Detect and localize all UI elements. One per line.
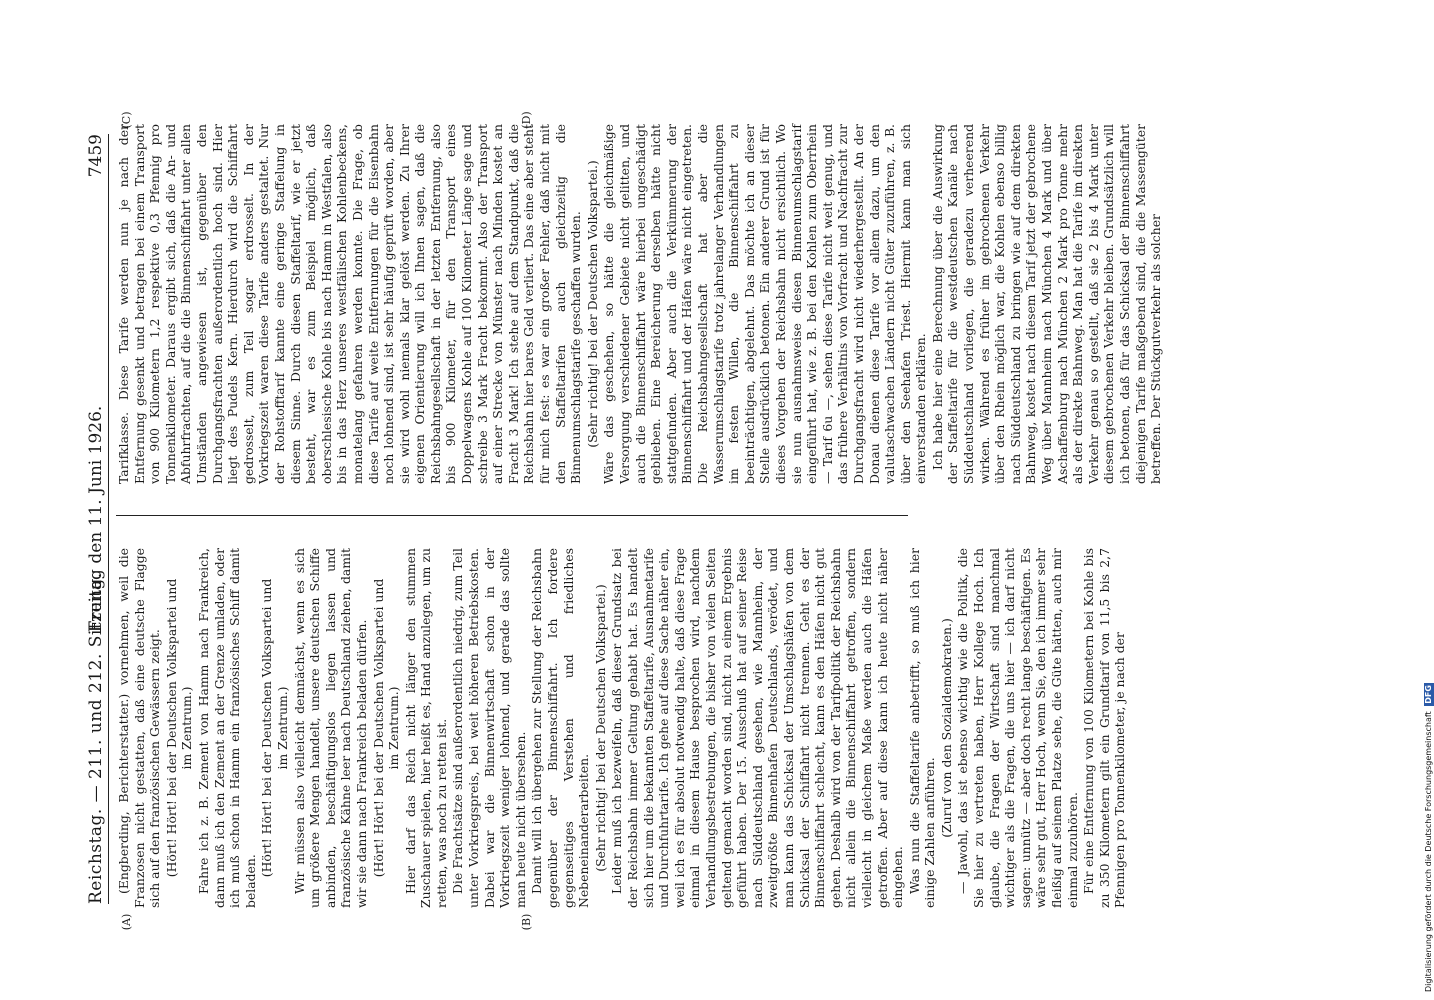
paragraph: Die Frachtsätze sind außerordentlich niedrig, zum Teil unter Vorkriegspreis, bei weit höheren Betriebskosten. Dabei war die Binnenwirtschaft schon in der Vorkriegszeit weniger lohnend, und gerade das sollte man heute nicht übersehen.	[450, 548, 528, 908]
header-left: Reichstag. — 211. und 212. Sitzung.	[86, 572, 106, 904]
interjection: (Sehr richtig! bei der Deutschen Volkspartei.)	[584, 160, 600, 448]
paragraph: Für eine Entfernung von 100 Kilometern bei Kohle bis zu 350 Kilometern gilt ein Grundtarif von 11,5 bis 2,7 Pfennigen pro Tonnenkilometer, je nach der	[1081, 548, 1128, 908]
dfg-logo: DFG	[1424, 685, 1433, 704]
paragraph: Wäre das geschehen, so hätte die gleichmäßige Versorgung verschiedener Gebiete nicht gelitten, und auch die Binnenschiffahrt wäre hierbei ungeschädigt geblieben. Eine Bereicherung derselben hätte nicht stattgefunden. Aber auch die Verkümmerung der Binnenschiffahrt und der Häfen wäre nicht eingetreten. Die Reichsbahngesellschaft hat aber die Wasserumschlagstarife trotz jahrelanger Verhandlungen im festen Willen, die Binnenschiffahrt zu beeinträchtigen, abgelehnt. Das möchte ich an dieser Stelle ausdrücklich betonen. Ein anderer Grund ist für dieses Vorgehen der Reichsbahn nicht ersichtlich. Wo sie nun ausnahmsweise diesen Binnenumschlagstarif eingeführt hat, wie z. B. bei den Kohlen zum Oberrhein — Tarif 6u —, sehen diese Tarife nicht weit genug, und das frühere Verhältnis von Vorfracht und Nachfracht zur Durchgangsfracht wird nicht wiederhergestellt. An der Donau dienen diese Tarife vor allem dazu, um den valutaschwachen Ländern nicht Güter zuzuführen, z. B. über den Seehafen Triest. Hiermit kann man sich einverstanden erklären.	[601, 124, 929, 484]
paragraph: Wir müssen also vielleicht demnächst, wenn es sich um größere Mengen handelt, unsere deutschen Schiffe anbinden, beschäftigungslos liegen lassen und französische Kähne leer nach Deutschland ziehen, damit wir sie dann nach Frankreich beladen dürfen.	[291, 548, 369, 908]
column-rule	[116, 515, 908, 516]
margin-marker-d: (D)	[520, 111, 533, 129]
paragraph: (Engberding, Berichterstatter.) vornehmen, weil die Franzosen nicht gestatten, daß eine deutsche Flagge sich auf den französischen Gewässern zeigt.	[116, 548, 163, 908]
interjection: (Sehr richtig! bei der Deutschen Volkspartei.)	[592, 584, 608, 872]
left-column	[116, 548, 1128, 908]
paragraph: Fahre ich z. B. Zement von Hamm nach Frankreich, dann muß ich den Zement an der Grenze umladen, oder ich muß schon in Hamm ein französisches Schiff damit beladen.	[195, 548, 258, 908]
paragraph: Tarifklasse. Diese Tarife werden nun je nach der Entfernung gesenkt und betragen bei einem Transport von 900 Kilometern 1,2 respektive 0,3 Pfennig pro Tonnenkilometer. Daraus ergibt sich, daß die An- und Abfuhrfrachten, auf die die Binnenschiffahrt unter allen Umständen angewiesen ist, gegenüber den Durchgangsfrachten außerordentlich hoch sind. Hier liegt des Pudels Kern. Hierdurch wird die Schiffahrt gedrosselt, zum Teil sogar erdrosselt. In der Vorkriegszeit waren diese Tarife anders gestaltet. Nur der Rohstofftarif kannte eine geringe Staffelung in diesem Sinne. Durch diesen Staffeltarif, wie er jetzt besteht, war es zum Beispiel möglich, daß oberschlesische Kohle bis nach Hamm in Westfalen, also bis in das Herz unseres westfälischen Kohlenbeckens, monatelang gefahren werden konnte. Die Frage, ob diese Tarife auf weite Entfernungen für die Eisenbahn noch lohnend sind, ist sehr häufig geprüft worden, aber sie wird wohl niemals klar gelöst werden. Zu Ihrer eigenen Orientierung will ich Ihnen sagen, daß die Reichsbahngesellschaft in der letzten Entfernung, also bis 900 Kilometer, für den Transport eines Doppelwagens Kohle auf 100 Kilometer Länge sage und schreibe 3 Mark Fracht bekommt. Also der Transport auf einer Strecke von Münster nach Minden kostet an Fracht 3 Mark! Ich stehe auf dem Standpunkt, daß die Reichsbahn hier bares Geld verliert. Das eine aber steht für mich fest: es war ein großer Fehler, daß nicht mit den Staffeltarifen auch gleichzeitig die Binnenumschlagstarife geschaffen wurden.	[116, 124, 584, 484]
margin-marker-b: (B)	[520, 913, 533, 931]
margin-marker-c: (C)	[120, 111, 133, 129]
margin-marker-a: (A)	[120, 913, 133, 931]
digitization-credit	[1424, 620, 1434, 992]
interjection: (Zuruf von den Sozialdemokraten.)	[938, 618, 954, 838]
paragraph: Was nun die Staffeltarife anbetrifft, so muß ich hier einige Zahlen anführen.	[906, 548, 938, 908]
page-number: 7459	[86, 134, 106, 178]
paragraph: Hier darf das Reich nicht länger den stummen Zuschauer spielen, hier heißt es, Hand anzulegen, um zu retten, was noch zu retten ist.	[402, 548, 449, 908]
interjection: (Hört! Hört! bei der Deutschen Volkspartei und im Zentrum.)	[163, 578, 195, 878]
paragraph: — Jawohl, das ist ebenso wichtig wie die Politik, die Sie hier zu vertreten haben, Herr Kollege Hoch. Ich glaube, die Fragen der Wirtschaft sind manchmal wichtiger als die Fragen, die uns hier — ich darf nicht sagen: unnütz — aber doch recht lange beschäftigen. Es wäre sehr gut, Herr Hoch, wenn Sie, den ich immer sehr fleißig auf seinem Platze sehe, die Güte hätten, auch mir einmal zuzuhören.	[955, 548, 1080, 908]
right-column	[116, 124, 1164, 484]
header-center: Freitag den 11. Juni 1926.	[86, 405, 106, 633]
credit-text: Digitalisierung gefördert durch die Deutsche Forschungsgemeinschaft	[1424, 711, 1433, 992]
paragraph: Damit will ich übergehen zur Stellung der Reichsbahn gegenüber der Binnenschiffahrt. Ich fordere gegenseitiges Verstehen und friedliches Nebeneinanderarbeiten.	[529, 548, 592, 908]
paragraph: Ich habe hier eine Berechnung über die Auswirkung der Staffeltarife für die westdeutschen Kanäle nach Süddeutschland vorliegen, die geradezu verheerend wirken. Während es früher im gebrochenen Verkehr über den Rhein möglich war, die Kohlen ebenso billig nach Süddeutschland zu bringen wie auf dem direkten Bahnweg, kostet nach diesem Tarif jetzt der gebrochene Weg über Mannheim nach München 4 Mark und über Aschaffenburg nach München 2 Mark pro Tonne mehr als der direkte Bahnweg. Man hat die Tarife im direkten Verkehr genau so gestellt, daß sie 2 bis 4 Mark unter diesem gebrochenen Verkehr bleiben. Grundsätzlich will ich betonen, daß für das Schicksal der Binnenschiffahrt diejenigen Tarife maßgebend sind, die die Massengüter betreffen. Der Stückgutverkehr als solcher	[929, 124, 1164, 484]
page-header	[86, 134, 109, 904]
paragraph: Leider muß ich bezweifeln, daß dieser Grundsatz bei der Reichsbahn immer Geltung gehabt hat. Es handelt sich hier um die bekannten Staffeltarife, Ausnahmetarife und Durchfuhrtarife. Ich gehe auf diese Sache näher ein, weil ich es für absolut notwendig halte, daß diese Frage einmal in diesem Hause besprochen wird, nachdem Verhandlungsbestrebungen, die bisher von vielen Seiten geltend gemacht worden sind, nicht zu einem Ergebnis geführt haben. Der 15. Ausschuß hat auf seiner Reise nach Süddeutschland gesehen, wie Mannheim, der zweitgrößte Binnenhafen Deutschlands, verödet, und man kann das Schicksal der Umschlagshäfen von dem Schicksal der Schiffahrt nicht trennen. Geht es der Binnenschiffahrt schlecht, kann es den Häfen nicht gut gehen. Deshalb wird von der Tarifpolitik der Reichsbahn nicht allein die Binnenschiffahrt getroffen, sondern vielleicht in gleichem Maße werden auch die Häfen getroffen. Aber auf diese kann ich heute nicht näher eingehen.	[609, 548, 906, 908]
interjection: (Hört! Hört! bei der Deutschen Volkspartei und im Zentrum.)	[370, 578, 402, 878]
interjection: (Hört! Hört! bei der Deutschen Volkspartei und im Zentrum.)	[259, 578, 290, 878]
